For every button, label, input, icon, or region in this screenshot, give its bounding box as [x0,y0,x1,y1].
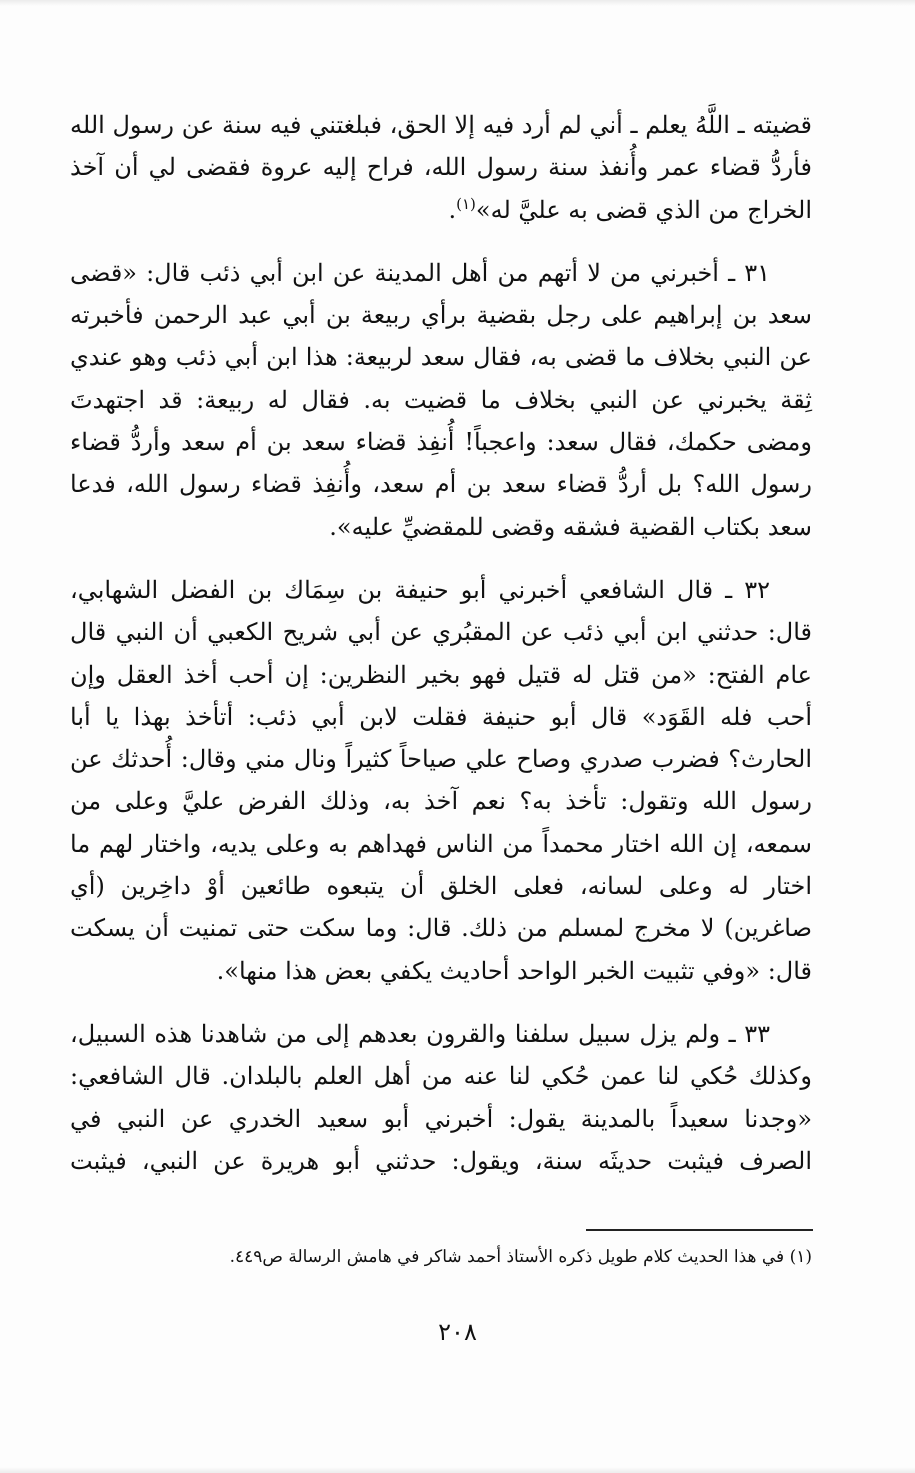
paragraph-32 [70,569,812,992]
paragraph-text: ٣٢ ـ قال الشافعي أخبرني أبو حنيفة بن سِمَاك بن الفضل الشهابي، قال: حدثني ابن أبي ذئب عن المقبُري عن أبي شريح الكعبي أن النبي قال عام الفتح: «من قتل له قتيل فهو بخير النظرين: إن أحب أخذ العقل وإن أحب فله القَوَد» قال أبو حنيفة فقلت لابن أبي ذئب: أتأخذ بهذا يا أبا الحارث؟ فضرب صدري وصاح علي صياحاً كثيراً ونال مني وقال: أُحدثك عن رسول الله وتقول: تأخذ به؟ نعم آخذ به، وذلك الفرض عليَّ وعلى من سمعه، إن الله اختار محمداً من الناس فهداهم به وعلى يديه، واختار لهم ما اختار له وعلى لسانه، فعلى الخلق أن يتبعوه طائعين أوْ داخِرين (أي صاغرين) لا مخرج لمسلم من ذلك. قال: وما سكت حتى تمنيت أن يسكت قال: «وفي تثبيت الخبر الواحد أحاديث يكفي بعض هذا منها». [70,575,812,985]
paragraph-text: ٣١ ـ أخبرني من لا أتهم من أهل المدينة عن ابن أبي ذئب قال: «قضى سعد بن إبراهيم على رجل بقضية برأي ربيعة بن أبي عبد الرحمن فأخبرته عن النبي بخلاف ما قضى به، فقال سعد لربيعة: هذا ابن أبي ذئب وهو عندي ثِقة يخبرني عن النبي بخلاف ما قضيت به. فقال له ربيعة: قد اجتهدتَ ومضى حكمك، فقال سعد: واعجباً! أُنفِذ قضاء سعد بن أم سعد وأردُّ قضاء رسول الله؟ بل أردُّ قضاء سعد بن أم سعد، وأُنفِذ قضاء رسول الله، فدعا سعد بكتاب القضية فشقه وقضى للمقضيِّ عليه». [70,258,812,541]
footnote: (١) في هذا الحديث كلام طويل ذكره الأستاذ أحمد شاكر في هامش الرسالة ص٤٤٩. [229,1247,812,1267]
paragraph-continuation [70,104,812,231]
footnote-reference: (١) [456,194,476,213]
paragraph-31 [70,252,812,548]
paragraph-text: ٣٣ ـ ولم يزل سبيل سلفنا والقرون بعدهم إلى من شاهدنا هذه السبيل، وكذلك حُكي لنا عمن حُكي لنا عنه من أهل العلم بالبلدان. قال الشافعي: «وجدنا سعيداً بالمدينة يقول: أخبرني أبو سعيد الخدري عن النبي في الصرف فيثبت حديثَه سنة، ويقول: حدثني أبو هريرة عن النبي، فيثبت [70,1019,812,1175]
paragraph-text: قضيته ـ اللَّهُ يعلم ـ أني لم أرد فيه إلا الحق، فبلغتني فيه سنة عن رسول الله فأردُّ قضاء عمر وأُنفذ سنة رسول الله، فراح إليه عروة فقضى لي أن آخذ الخراج من الذي قضى به عليَّ له» [70,111,812,224]
main-text-block [70,104,812,1203]
paragraph-33 [70,1013,812,1182]
page-number: ٢٠٨ [438,1318,477,1346]
scan-edge-bottom [0,1467,915,1473]
paragraph-tail: . [448,195,457,224]
scan-edge-top [0,0,915,6]
footnote-separator [586,1229,813,1231]
